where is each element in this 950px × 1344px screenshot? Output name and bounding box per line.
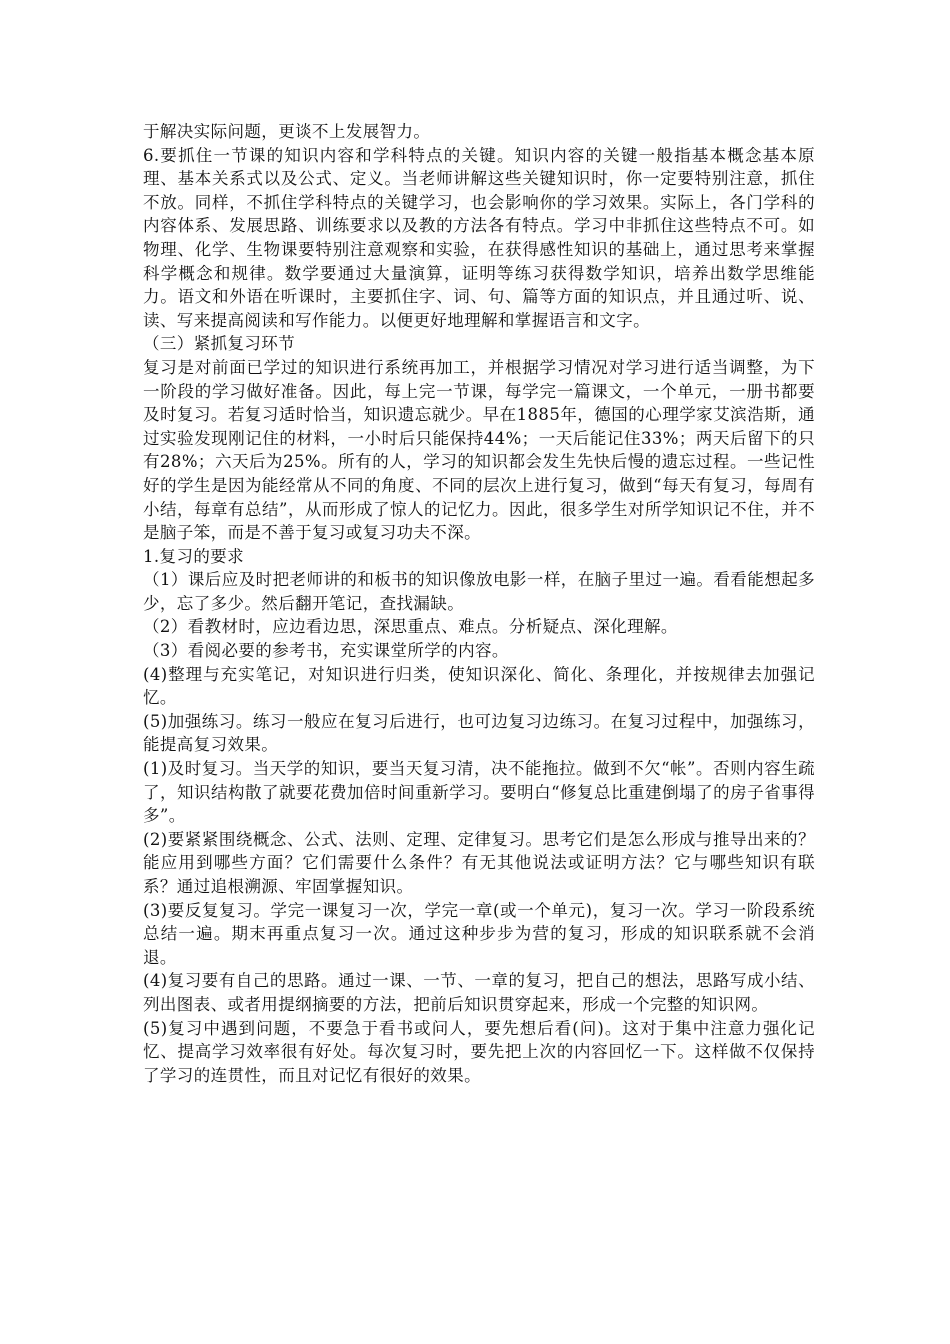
list-item: (4)整理与充实笔记，对知识进行归类，使知识深化、简化、条理化，并按规律去加强记忆。 [143, 664, 815, 708]
list-item: (5)加强练习。练习一般应在复习后进行，也可边复习边练习。在复习过程中，加强练习，能提高复习效果。 [143, 711, 815, 755]
paragraph: 复习是对前面已学过的知识进行系统再加工，并根据学习情况对学习进行适当调整，为下一阶段的学习做好准备。因此，每上完一节课，每学完一篇课文，一个单元，一册书都要及时复习。若复习适时恰当，知识遗忘就少。早在1885年，德国的心理学家艾滨浩斯，通过实验发现刚记住的材料，一小时后只能保持44%；一天后能记住33%；两天后留下的只有28%；六天后为25%。所有的人，学习的知识都会发生先快后慢的遗忘过程。一些记性好的学生是因为能经常从不同的角度、不同的层次上进行复习，做到“每天有复习，每周有小结，每章有总结”，从而形成了惊人的记忆力。因此，很多学生对所学知识记不住，并不是脑子笨，而是不善于复习或复习功夫不深。 [143, 357, 815, 543]
list-item: （3）看阅必要的参考书，充实课堂所学的内容。 [143, 641, 509, 661]
list-item: (2)要紧紧围绕概念、公式、法则、定理、定律复习。思考它们是怎么形成与推导出来的？能应用到哪些方面？它们需要什么条件？有无其他说法或证明方法？它与哪些知识有联系？通过追根溯源、牢固掌握知识。 [143, 829, 815, 896]
paragraph: 6.要抓住一节课的知识内容和学科特点的关键。知识内容的关键一般指基本概念基本原理、基本关系式以及公式、定义。当老师讲解这些关键知识时，你一定要特别注意，抓住不放。同样，不抓住学科特点的关键学习，也会影响你的学习效果。实际上，各门学科的内容体系、发展思路、训练要求以及教的方法各有特点。学习中非抓住这些特点不可。如物理、化学、生物课要特别注意观察和实验，在获得感性知识的基础上，通过思考来掌握科学概念和规律。数学要通过大量演算，证明等练习获得数学知识，培养出数学思维能力。语文和外语在听课时，主要抓住字、词、句、篇等方面的知识点，并且通过听、说、读、写来提高阅读和写作能力。以便更好地理解和掌握语言和文字。 [143, 145, 815, 330]
list-item: (4)复习要有自己的思路。通过一课、一节、一章的复习，把自己的想法，思路写成小结、列出图表、或者用提纲摘要的方法，把前后知识贯穿起来，形成一个完整的知识网。 [143, 971, 815, 1014]
list-item: （2）看教材时，应边看边思，深思重点、难点。分析疑点、深化理解。 [143, 617, 678, 637]
section-heading: （三）紧抓复习环节 [143, 334, 296, 354]
list-item: (5)复习中遇到问题，不要急于看书或问人，要先想后看(问)。这对于集中注意力强化记忆、提高学习效率很有好处。每次复习时，要先把上次的内容回忆一下。这样做不仅保持了学习的连贯性，而且对记忆有很好的效果。 [143, 1018, 815, 1085]
list-item: （1）课后应及时把老师讲的和板书的知识像放电影一样，在脑子里过一遍。看看能想起多少，忘了多少。然后翻开笔记，查找漏缺。 [143, 570, 815, 613]
list-item: (1)及时复习。当天学的知识，要当天复习清，决不能拖拉。做到不欠“帐”。否则内容生疏了，知识结构散了就要花费加倍时间重新学习。要明白“修复总比重建倒塌了的房子省事得多”。 [143, 759, 815, 826]
document-body [143, 120, 815, 1087]
list-item: (3)要反复复习。学完一课复习一次，学完一章(或一个单元)，复习一次。学习一阶段系统总结一遍。期末再重点复习一次。通过这种步步为营的复习，形成的知识联系就不会消退。 [143, 900, 815, 967]
subsection-heading: 1.复习的要求 [143, 546, 245, 566]
paragraph: 于解决实际问题，更谈不上发展智力。 [143, 122, 431, 141]
